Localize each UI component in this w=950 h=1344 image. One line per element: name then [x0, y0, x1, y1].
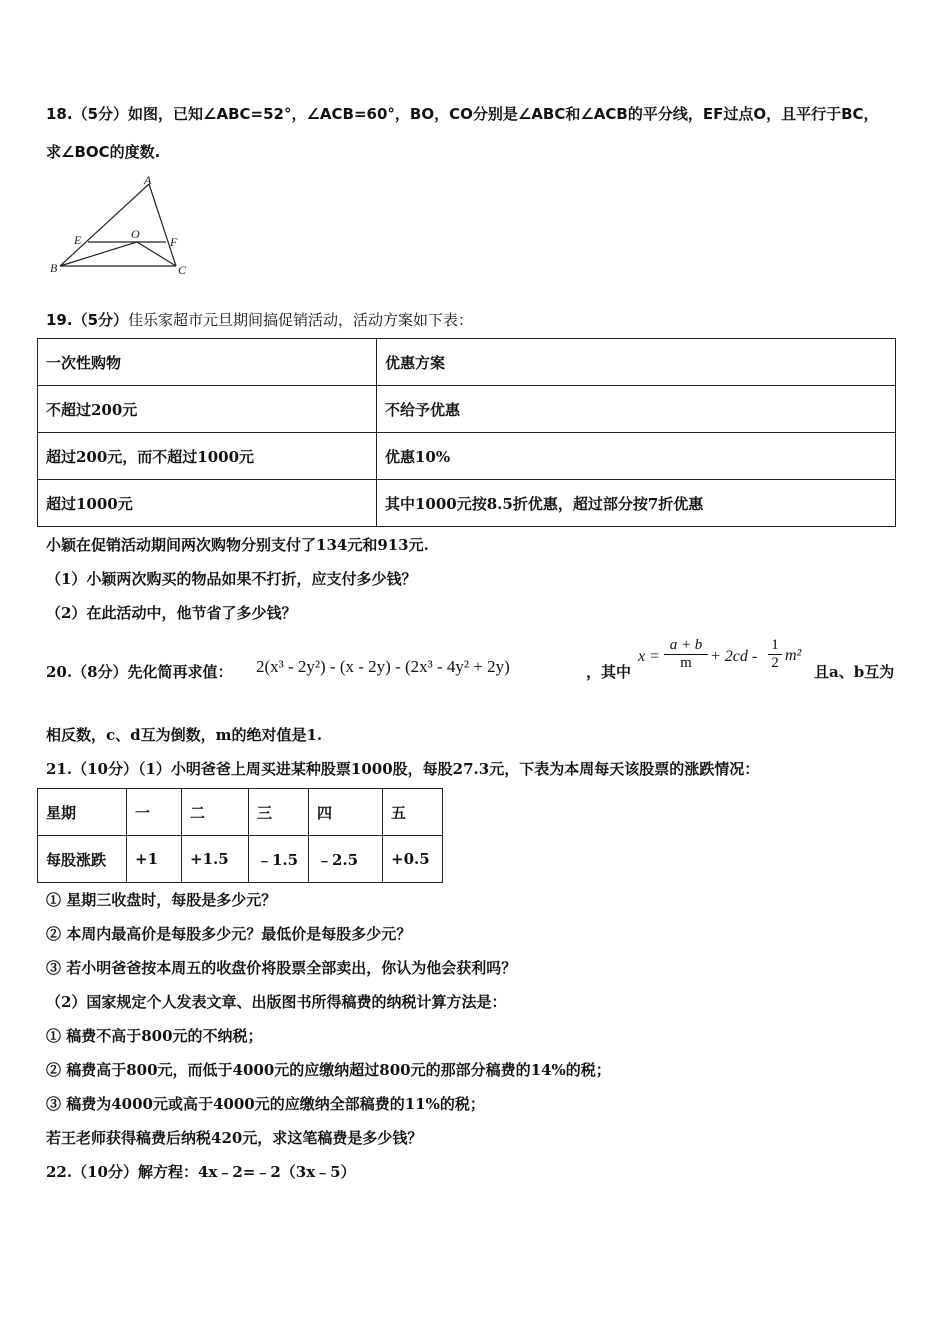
promo-cell: 超过1000元 [38, 480, 377, 527]
promo-cell: 超过200元，而不超过1000元 [38, 433, 377, 480]
q21-r3: ③ 稿费为4000元或高于4000元的应缴纳全部稿费的11%的税； [46, 1095, 485, 1113]
q20-plus-term: + 2cd - [710, 648, 758, 665]
q20-expression: 2(x³ - 2y²) - (x - 2y) - (2x³ - 4y² + 2y) [256, 657, 510, 676]
stock-table-row [38, 836, 443, 883]
q20-frac2-num: 1 [771, 637, 779, 653]
q20-x-eq: x = [638, 648, 660, 665]
q19-intro-text: 佳乐家超市元旦期间搞促销活动，活动方案如下表： [128, 311, 474, 329]
q22-line: 22.（10分）解方程：4x﹣2=﹣2（3x﹣5） [46, 1163, 356, 1181]
q19-after: 小颖在促销活动期间两次购物分别支付了134元和913元. [46, 536, 429, 554]
q18-line1: 18.（5分）如图，已知∠ABC=52°，∠ACB=60°，BO，CO分别是∠ABC和∠ACB的平分线，EF过点O，且平行于BC， [46, 105, 879, 123]
figure-label-o: O [131, 227, 140, 241]
promo-cell: 优惠10% [377, 433, 896, 480]
q19-intro [46, 309, 473, 330]
q20-fraction-ab-m [664, 637, 708, 672]
figure-label-c: C [178, 263, 187, 277]
stock-cell: +1.5 [182, 836, 249, 883]
promo-cell: 不给予优惠 [377, 386, 896, 433]
promo-cell: 优惠方案 [377, 339, 896, 386]
promo-table-row [38, 386, 896, 433]
q21-line1: 21.（10分）（1）小明爸爸上周买进某种股票1000股，每股27.3元，下表为本周每天该股票的涨跌情况： [46, 760, 760, 778]
q20-frac2-den: 2 [768, 654, 782, 672]
q20-frac1-num: a + b [669, 637, 703, 653]
stock-cell: ﹣1.5 [249, 836, 309, 883]
q20-m-squared: m² [785, 647, 802, 664]
promo-cell: 不超过200元 [38, 386, 377, 433]
q18-line2: 求∠BOC的度数. [46, 143, 161, 161]
q19-sub1: （1）小颖两次购买的物品如果不打折，应支付多少钱？ [46, 570, 417, 588]
promo-table-row [38, 480, 896, 527]
q21-r2: ② 稿费高于800元，而低于4000元的应缴纳超过800元的那部分稿费的14%的税； [46, 1061, 611, 1079]
q20-line2: 相反数，c、d互为倒数，m的绝对值是1. [46, 726, 323, 744]
q21-s2: ② 本周内最高价是每股多少元？最低价是每股多少元？ [46, 925, 412, 943]
stock-table-row [38, 789, 443, 836]
q21-s1: ① 星期三收盘时，每股是多少元？ [46, 891, 277, 909]
stock-cell: +1 [127, 836, 182, 883]
triangle-figure [48, 174, 198, 278]
stock-cell: 三 [249, 789, 309, 836]
figure-label-e: E [74, 233, 82, 247]
stock-cell: +0.5 [383, 836, 443, 883]
q21-r1: ① 稿费不高于800元的不纳税； [46, 1027, 263, 1045]
stock-table [37, 788, 443, 883]
q20-prefix: 20.（8分）先化简再求值： [46, 663, 233, 681]
q20-mid: ，其中 [586, 663, 632, 681]
q19-number: 19.（5分） [46, 311, 129, 329]
q21-s3: ③ 若小明爸爸按本周五的收盘价将股票全部卖出，你认为他会获利吗？ [46, 959, 517, 977]
figure-label-a: A [144, 174, 152, 187]
figure-label-f: F [170, 235, 178, 249]
q20-fraction-half [768, 637, 782, 672]
promo-cell: 其中1000元按8.5折优惠，超过部分按7折优惠 [377, 480, 896, 527]
q21-p2: （2）国家规定个人发表文章、出版图书所得稿费的纳税计算方法是： [46, 993, 507, 1011]
promo-table-row [38, 433, 896, 480]
stock-cell: 每股涨跌 [38, 836, 127, 883]
q19-sub2: （2）在此活动中，他节省了多少钱？ [46, 604, 297, 622]
stock-cell: ﹣2.5 [309, 836, 383, 883]
stock-cell: 五 [383, 789, 443, 836]
q20-frac1-den: m [664, 654, 708, 672]
stock-cell: 四 [309, 789, 383, 836]
q21-r4: 若王老师获得稿费后纳税420元，求这笔稿费是多少钱？ [46, 1129, 423, 1147]
figure-label-b: B [50, 261, 58, 275]
promo-table [37, 338, 896, 527]
q20-tail: 且a、b互为 [814, 663, 895, 681]
stock-cell: 二 [182, 789, 249, 836]
promo-cell: 一次性购物 [38, 339, 377, 386]
stock-cell: 星期 [38, 789, 127, 836]
stock-cell: 一 [127, 789, 182, 836]
promo-table-row [38, 339, 896, 386]
